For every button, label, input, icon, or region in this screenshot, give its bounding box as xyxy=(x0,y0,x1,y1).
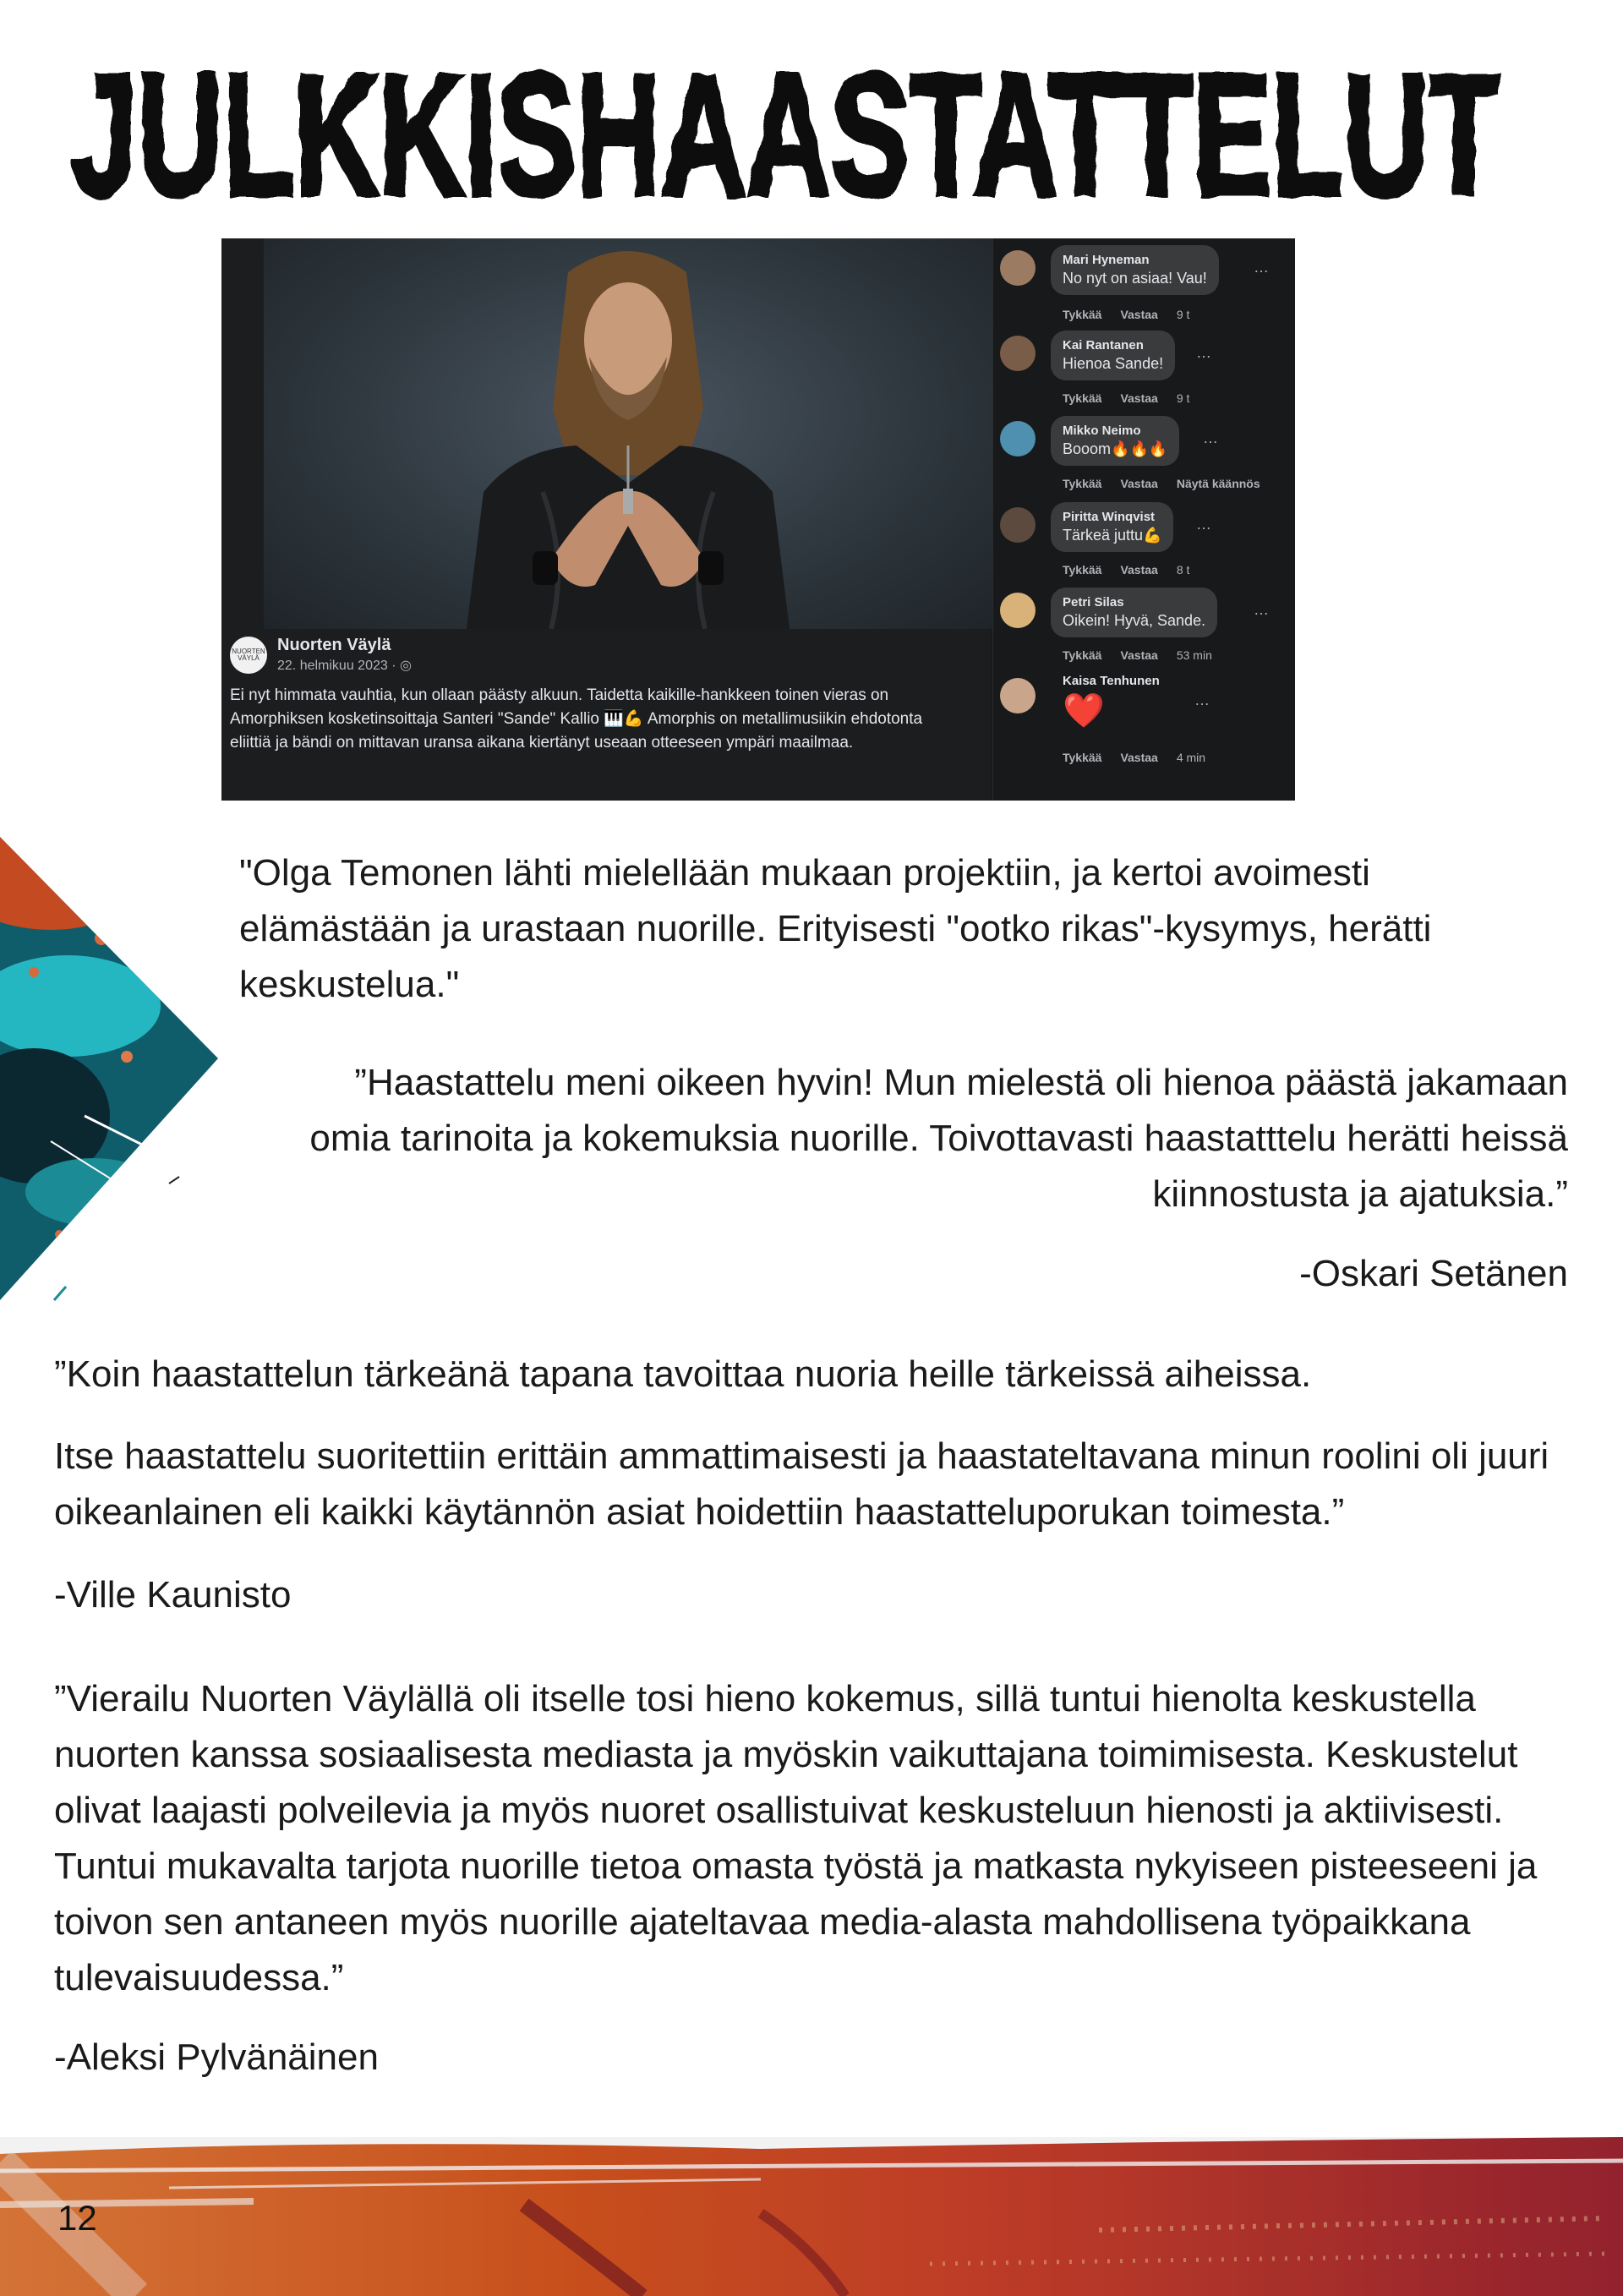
reply-link[interactable]: Vastaa xyxy=(1120,751,1158,764)
more-options-icon[interactable]: … xyxy=(1254,601,1270,618)
more-options-icon[interactable]: … xyxy=(1196,516,1212,533)
quote-ville-kaunisto: Itse haastattelu suoritettiin erittäin ammattimaisesti ja haastateltavana minun roolini oli juuri oikeanlainen eli kaikki käytännön asiat hoidettiin haastatteluporukan toimesta.” xyxy=(54,1435,1549,1533)
comment-time: 4 min xyxy=(1176,751,1206,764)
comment-text: No nyt on asiaa! Vau! xyxy=(1063,270,1207,287)
more-options-icon[interactable]: … xyxy=(1194,692,1210,708)
signature-aleksi-pylvanainen: -Aleksi Pylvänäinen xyxy=(54,2036,379,2078)
comments-panel xyxy=(992,238,1295,801)
facebook-post-screenshot xyxy=(221,238,1295,801)
comment-time: 9 t xyxy=(1176,391,1190,405)
avatar[interactable] xyxy=(1000,421,1036,456)
comment-time: 9 t xyxy=(1176,308,1190,321)
comment-text: Booom🔥🔥🔥 xyxy=(1063,440,1168,457)
comment-actions xyxy=(1063,751,1205,764)
like-link[interactable]: Tykkää xyxy=(1063,477,1102,490)
decorative-art-bottom xyxy=(0,2137,1623,2296)
comment-time: 8 t xyxy=(1176,563,1190,577)
signature-oskari-setanen: -Oskari Setänen xyxy=(1299,1253,1568,1294)
comment-author[interactable]: Petri Silas xyxy=(1063,595,1124,610)
like-link[interactable]: Tykkää xyxy=(1063,648,1102,662)
avatar[interactable] xyxy=(1000,250,1036,286)
avatar[interactable] xyxy=(1000,336,1036,371)
comment-text: Tärkeä juttu💪 xyxy=(1063,527,1162,544)
comment-bubble xyxy=(1051,416,1179,466)
decorative-art-left xyxy=(0,837,228,1310)
comment-author[interactable]: Kai Rantanen xyxy=(1063,338,1144,353)
like-link[interactable]: Tykkää xyxy=(1063,751,1102,764)
quote-oskari-setanen: ”Haastattelu meni oikeen hyvin! Mun mielestä oli hienoa päästä jakamaan omia tarinoita ja kokemuksia nuorille. Toivottavasti haastatttelu herätti heissä kiinnostusta ja ajatuksia.” xyxy=(309,1062,1568,1215)
reply-link[interactable]: Vastaa xyxy=(1120,391,1158,405)
comment-time: 53 min xyxy=(1176,648,1212,662)
comment-text: Oikein! Hyvä, Sande. xyxy=(1063,612,1206,629)
heart-icon: ❤️ xyxy=(1063,692,1105,730)
like-link[interactable]: Tykkää xyxy=(1063,391,1102,405)
comment-bubble xyxy=(1051,331,1175,380)
comment-content xyxy=(1063,673,1160,733)
title-text: JULKKISHAASTATTELUT xyxy=(72,38,1500,228)
page-number: 12 xyxy=(57,2198,97,2238)
page-avatar[interactable] xyxy=(230,637,267,674)
post-panel xyxy=(221,238,991,801)
comment-actions xyxy=(1063,648,1212,662)
reply-link[interactable]: Vastaa xyxy=(1120,648,1158,662)
comment-author[interactable]: Kaisa Tenhunen xyxy=(1063,674,1160,688)
comment-text: Hienoa Sande! xyxy=(1063,355,1164,372)
comment-bubble xyxy=(1051,588,1217,637)
post-text: Ei nyt himmata vauhtia, kun ollaan päästy alkuun. Taidetta kaikille-hankkeen toinen vieras on Amorphiksen kosketinsoittaja Santeri "Sande" Kallio 🎹💪 Amorphis on metallimusiikin ehdotonta eliittiä ja bändi on mittavan uransa aikana kiertänyt useaan otteeseen ympäri maailmaa. xyxy=(230,686,923,752)
avatar[interactable] xyxy=(1000,678,1036,713)
comment-author[interactable]: Mikko Neimo xyxy=(1063,424,1141,438)
more-options-icon[interactable]: … xyxy=(1254,259,1270,276)
comment-actions xyxy=(1063,477,1260,490)
comment-actions xyxy=(1063,391,1189,405)
reply-link[interactable]: Vastaa xyxy=(1120,563,1158,577)
comment-actions xyxy=(1063,308,1189,321)
avatar[interactable] xyxy=(1000,507,1036,543)
comment-bubble xyxy=(1051,502,1173,552)
post-content xyxy=(230,636,982,755)
comment-author[interactable]: Piritta Winqvist xyxy=(1063,510,1156,524)
comment-actions xyxy=(1063,563,1189,577)
page-name[interactable]: Nuorten Väylä xyxy=(277,636,391,654)
reply-link[interactable]: Vastaa xyxy=(1120,477,1158,490)
translate-link[interactable]: Näytä käännös xyxy=(1176,477,1260,490)
more-options-icon[interactable]: … xyxy=(1196,344,1212,361)
post-photo xyxy=(264,238,992,629)
post-date[interactable]: 22. helmikuu 2023 · ◎ xyxy=(277,659,412,673)
like-link[interactable]: Tykkää xyxy=(1063,308,1102,321)
quote-olga-temonen: "Olga Temonen lähti mielellään mukaan projektiin, ja kertoi avoimesti elämästään ja urastaan nuorille. Erityisesti "ootko rikas"-kysymys, herätti keskustelua." xyxy=(239,852,1432,1005)
avatar[interactable] xyxy=(1000,593,1036,628)
more-options-icon[interactable]: … xyxy=(1203,429,1219,446)
page-title xyxy=(68,34,1505,228)
page-avatar-text: NUORTEN VÄYLÄ xyxy=(232,647,265,662)
like-link[interactable]: Tykkää xyxy=(1063,563,1102,577)
reply-link[interactable]: Vastaa xyxy=(1120,308,1158,321)
comment-bubble xyxy=(1051,245,1219,295)
quote-aleksi-pylvanainen: ”Vierailu Nuorten Väylällä oli itselle tosi hieno kokemus, sillä tuntui hienolta keskustella nuorten kanssa sosiaalisesta mediasta ja myöskin vaikuttajana toimimisesta. Keskustelut olivat laajasti polveilevia ja myös nuoret osallistuivat keskusteluun hienosti ja aktiivisesti. Tuntui mukavalta tarjota nuorille tietoa omasta työstä ja matkasta nykyiseen pisteeseeni ja toivon sen antaneen myös nuorille ajateltavaa media-alasta mahdollisena työpaikkana tulevaisuudessa.” xyxy=(54,1678,1538,1998)
quote-ville-kaunisto-intro: ”Koin haastattelun tärkeänä tapana tavoittaa nuoria heille tärkeissä aiheissa. xyxy=(54,1353,1312,1395)
comment-author[interactable]: Mari Hyneman xyxy=(1063,253,1150,267)
signature-ville-kaunisto: -Ville Kaunisto xyxy=(54,1574,292,1615)
